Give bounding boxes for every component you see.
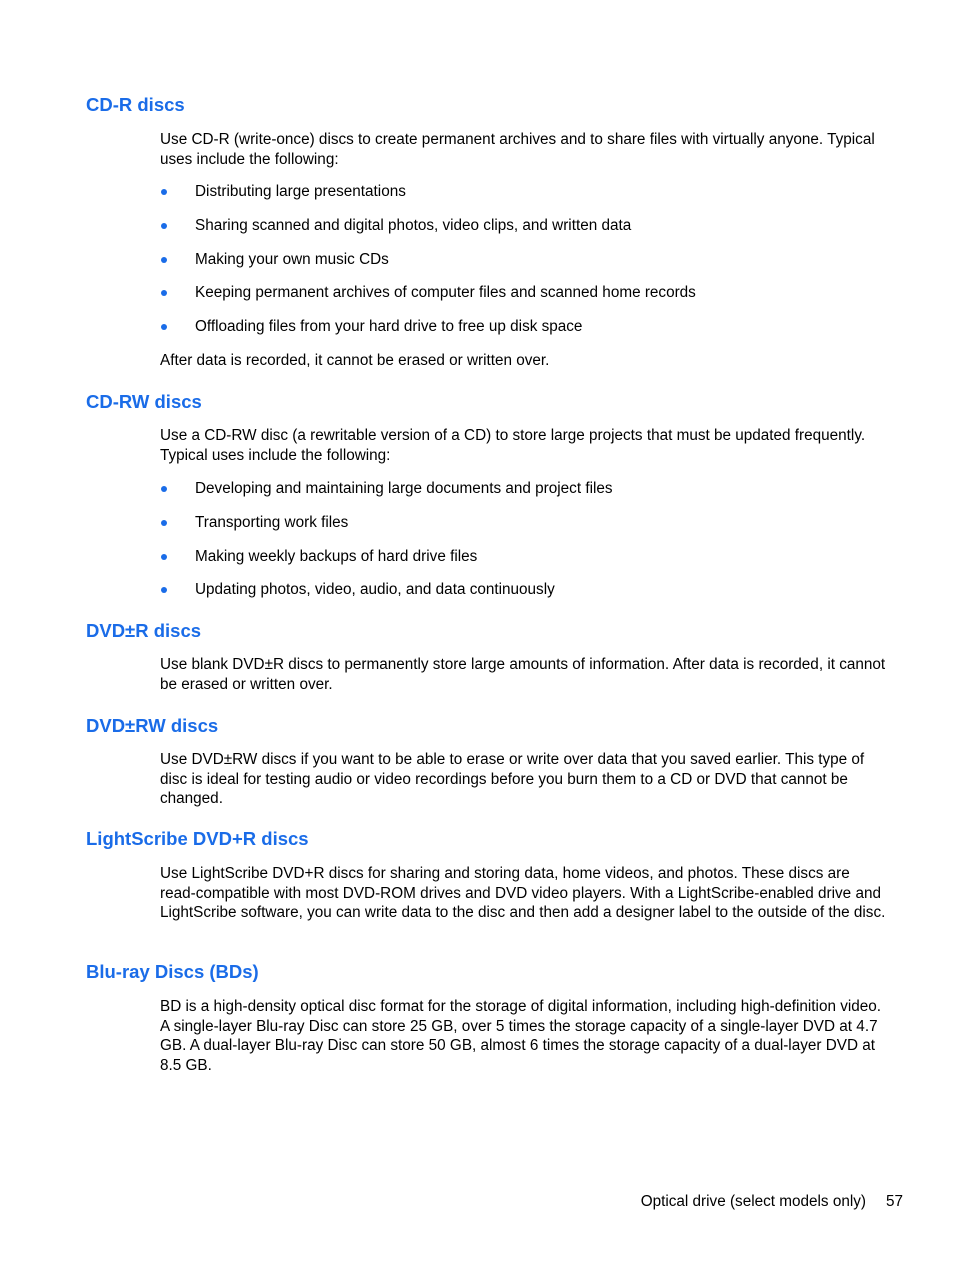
- list-item-text: Updating photos, video, audio, and data continuously: [195, 581, 555, 598]
- bullet-icon: [161, 189, 167, 195]
- page-number: 57: [885, 1193, 903, 1210]
- section-heading-cd-rw: CD-RW discs: [86, 391, 202, 412]
- bullet-icon: [161, 587, 167, 593]
- footer-chapter-title: Optical drive (select models only): [640, 1193, 866, 1210]
- list-item-text: Developing and maintaining large documents and project files: [195, 480, 613, 497]
- section-heading-blu-ray: Blu-ray Discs (BDs): [86, 961, 259, 982]
- list-item-text: Transporting work files: [195, 514, 349, 531]
- list-item: [160, 250, 888, 270]
- list-item: [160, 547, 888, 567]
- section-intro-cd-r: Use CD-R (write-once) discs to create permanent archives and to share files with virtually anyone. Typical uses include the following:: [160, 131, 875, 168]
- section-intro-dvd-r: Use blank DVD±R discs to permanently store large amounts of information. After data is recorded, it cannot be erased or written over.: [160, 656, 886, 693]
- bullet-icon: [161, 486, 167, 492]
- list-item-text: Keeping permanent archives of computer files and scanned home records: [195, 284, 696, 301]
- section-intro-dvd-rw: Use DVD±RW discs if you want to be able to erase or write over data that you saved earlier. This type of disc is ideal for testing audio or video recordings before you burn them to a CD or DVD that cannot be changed.: [160, 751, 865, 807]
- list-item-text: Sharing scanned and digital photos, video clips, and written data: [195, 217, 632, 234]
- list-item-text: Distributing large presentations: [195, 183, 406, 200]
- section-intro-cd-rw: Use a CD-RW disc (a rewritable version of a CD) to store large projects that must be updated frequently. Typical uses include the following:: [160, 427, 866, 464]
- section-heading-dvd-rw: DVD±RW discs: [86, 715, 219, 736]
- bullet-icon: [161, 520, 167, 526]
- bullet-icon: [161, 290, 167, 296]
- bullet-icon: [161, 257, 167, 263]
- list-item: [160, 182, 888, 202]
- section-outro-cd-r: After data is recorded, it cannot be erased or written over.: [160, 352, 550, 369]
- list-item-text: Offloading files from your hard drive to free up disk space: [195, 318, 583, 335]
- list-item: [160, 283, 888, 303]
- section-heading-lightscribe: LightScribe DVD+R discs: [86, 828, 309, 849]
- bullet-icon: [161, 554, 167, 560]
- list-item: [160, 216, 888, 236]
- section-intro-lightscribe: Use LightScribe DVD+R discs for sharing and storing data, home videos, and photos. These discs are read-compatible with most DVD-ROM drives and DVD video players. With a LightScribe-enabled drive and LightScribe software, you can write data to the disc and then add a designer label to the outside of the disc.: [160, 865, 886, 921]
- section-heading-dvd-r: DVD±R discs: [86, 620, 202, 641]
- list-item: [160, 513, 888, 533]
- section-intro-blu-ray: BD is a high-density optical disc format for the storage of digital information, including high-definition video. A single-layer Blu-ray Disc can store 25 GB, over 5 times the storage capacity of a single-layer DVD at 4.7 GB. A dual-layer Blu-ray Disc can store 50 GB, almost 6 times the storage capacity of a dual-layer DVD at 8.5 GB.: [160, 998, 882, 1074]
- list-item: [160, 479, 888, 499]
- list-item-text: Making your own music CDs: [195, 251, 389, 268]
- bullet-icon: [161, 324, 167, 330]
- list-item: [160, 317, 888, 337]
- list-item-text: Making weekly backups of hard drive files: [195, 548, 478, 565]
- list-item: [160, 580, 888, 600]
- bullet-icon: [161, 223, 167, 229]
- section-heading-cd-r: CD-R discs: [86, 94, 185, 115]
- page-footer: [641, 1192, 903, 1212]
